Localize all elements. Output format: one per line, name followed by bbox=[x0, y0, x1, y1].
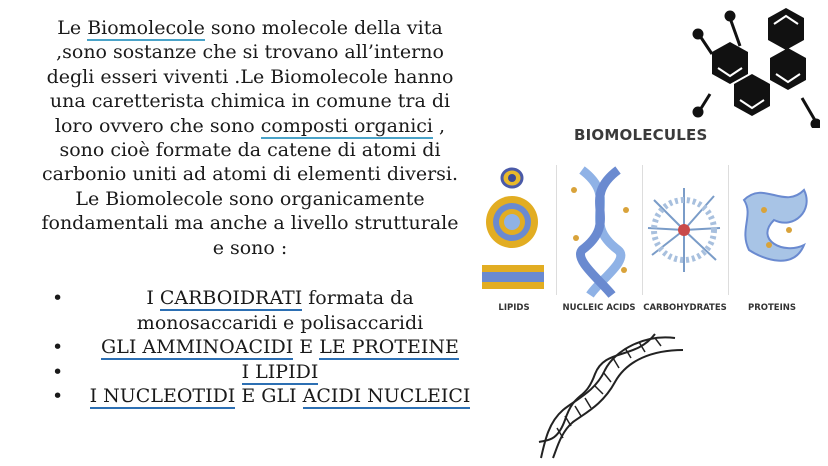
paragraph-line: Le Biomolecole sono molecole della vita bbox=[57, 17, 443, 39]
molecule-hexagon-icon bbox=[690, 6, 820, 128]
bullet: • bbox=[52, 385, 64, 407]
underlined-term: I LIPIDI bbox=[241, 360, 319, 383]
paragraph-line: fondamentali ma anche a livello strutturale bbox=[41, 212, 459, 235]
label-nucleic-acids: NUCLEIC ACIDS bbox=[562, 303, 636, 313]
infographic-title: BIOMOLECULES bbox=[574, 126, 708, 144]
underlined-term: CARBOIDRATI bbox=[159, 287, 303, 309]
label-lipids: LIPIDS bbox=[498, 303, 530, 313]
divider bbox=[642, 165, 643, 295]
label-carbohydrates: CARBOHYDRATES bbox=[643, 303, 727, 313]
carbohydrates-illustration bbox=[644, 160, 724, 300]
underlined-term: LE PROTEINE bbox=[319, 336, 459, 358]
paragraph-line: degli esseri viventi .Le Biomolecole hanno bbox=[46, 65, 454, 88]
lipids-illustration bbox=[474, 160, 554, 300]
bullet: • bbox=[52, 287, 64, 309]
list-item bbox=[40, 360, 480, 385]
nucleic-acids-illustration bbox=[560, 160, 640, 300]
paragraph-line: sono cioè formate da catene di atomi di bbox=[59, 139, 441, 162]
label-proteins: PROTEINS bbox=[747, 303, 796, 313]
bullet: • bbox=[52, 360, 64, 383]
underlined-term: I NUCLEOTIDI bbox=[89, 385, 236, 407]
bullet: • bbox=[52, 336, 64, 358]
divider bbox=[728, 165, 729, 295]
underlined-term: GLI AMMINOACIDI bbox=[101, 336, 294, 358]
list-item: • GLI AMMINOACIDI E LE PROTEINE bbox=[52, 336, 459, 358]
paragraph-line: ,sono sostanze che si trovano all’interno bbox=[56, 41, 444, 64]
paragraph-line: e sono : bbox=[212, 236, 288, 259]
underlined-term: composti organici bbox=[260, 114, 433, 137]
divider bbox=[556, 165, 557, 295]
intro-paragraph bbox=[30, 16, 470, 260]
underlined-term: Biomolecole bbox=[87, 17, 205, 39]
proteins-illustration bbox=[734, 160, 814, 300]
list-item: • I CARBOIDRATI formata da monosaccaridi e polisaccaridi bbox=[52, 287, 424, 334]
paragraph-line: Le Biomolecole sono organicamente bbox=[75, 187, 425, 210]
paragraph-line: loro ovvero che sono composti organici , bbox=[54, 114, 446, 137]
underlined-term: ACIDI NUCLEICI bbox=[302, 385, 471, 407]
paragraph-line: una caretterista chimica in comune tra di bbox=[49, 90, 451, 113]
paragraph-line: carbonio uniti ad atomi di elementi diversi. bbox=[41, 163, 459, 186]
biomolecule-list bbox=[40, 286, 480, 409]
dna-helix-icon bbox=[535, 330, 685, 460]
list-item: • I NUCLEOTIDI E GLI ACIDI NUCLEICI bbox=[52, 385, 471, 407]
